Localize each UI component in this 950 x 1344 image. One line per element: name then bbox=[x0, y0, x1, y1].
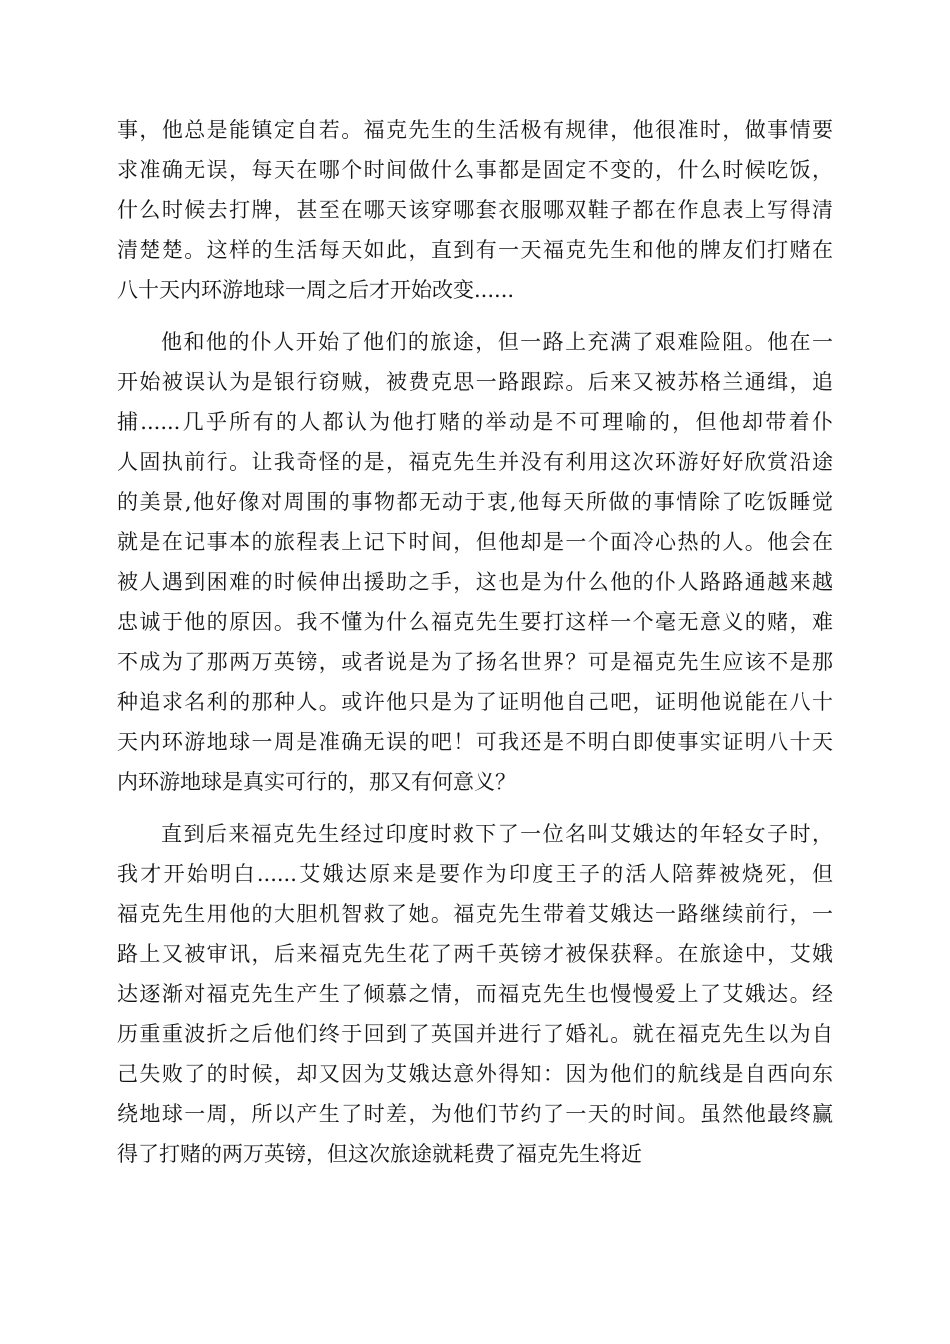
text-line: 忠诚于他的原因。我不懂为什么福克先生要打这样一个毫无意义的赌，难 bbox=[117, 610, 833, 634]
text-line: 福克先生用他的大胆机智救了她。福克先生带着艾娥达一路继续前行，一 bbox=[117, 902, 833, 926]
text-line: 八十天内环游地球一周之后才开始改变...... bbox=[117, 278, 515, 302]
text-line: 绕地球一周，所以产生了时差，为他们节约了一天的时间。虽然他最终赢 bbox=[117, 1102, 833, 1126]
paragraph-1 bbox=[117, 110, 833, 310]
text-line: 开始被误认为是银行窃贼，被费克思一路跟踪。后来又被苏格兰通缉，追 bbox=[117, 370, 833, 394]
text-line: 天内环游地球一周是准确无误的吧！可我还是不明白即使事实证明八十天 bbox=[117, 730, 833, 754]
text-line: 什么时候去打牌，甚至在哪天该穿哪套衣服哪双鞋子都在作息表上写得清 bbox=[117, 198, 833, 222]
text-line: 清楚楚。这样的生活每天如此，直到有一天福克先生和他的牌友们打赌在 bbox=[117, 238, 833, 262]
text-line: 路上又被审讯，后来福克先生花了两千英镑才被保获释。在旅途中，艾娥 bbox=[117, 942, 833, 966]
paragraph-2 bbox=[117, 322, 833, 802]
text-line: 己失败了的时候，却又因为艾娥达意外得知：因为他们的航线是自西向东 bbox=[117, 1062, 833, 1086]
text-line: 得了打赌的两万英镑，但这次旅途就耗费了福克先生将近 bbox=[117, 1142, 642, 1166]
text-line: 种追求名利的那种人。或许他只是为了证明他自己吧，证明他说能在八十 bbox=[117, 690, 833, 714]
paragraph-gap bbox=[117, 802, 833, 814]
text-line: 的美景,他好像对周围的事物都无动于衷,他每天所做的事情除了吃饭睡觉 bbox=[117, 490, 833, 514]
text-line: 我才开始明白......艾娥达原来是要作为印度王子的活人陪葬被烧死，但 bbox=[117, 862, 833, 886]
text-line: 事，他总是能镇定自若。福克先生的生活极有规律，他很准时，做事情要 bbox=[117, 118, 833, 142]
paragraph-gap bbox=[117, 310, 833, 322]
text-line: 捕......几乎所有的人都认为他打赌的举动是不可理喻的，但他却带着仆 bbox=[117, 410, 833, 434]
text-line: 不成为了那两万英镑，或者说是为了扬名世界？可是福克先生应该不是那 bbox=[117, 650, 833, 674]
text-line: 求准确无误，每天在哪个时间做什么事都是固定不变的，什么时候吃饭， bbox=[117, 158, 833, 182]
text-line: 直到后来福克先生经过印度时救下了一位名叫艾娥达的年轻女子时， bbox=[161, 822, 833, 846]
document-body bbox=[117, 110, 833, 1174]
text-line: 被人遇到困难的时候伸出援助之手，这也是为什么他的仆人路路通越来越 bbox=[117, 570, 833, 594]
text-line: 历重重波折之后他们终于回到了英国并进行了婚礼。就在福克先生以为自 bbox=[117, 1022, 833, 1046]
text-line: 就是在记事本的旅程表上记下时间，但他却是一个面冷心热的人。他会在 bbox=[117, 530, 833, 554]
text-line: 达逐渐对福克先生产生了倾慕之情，而福克先生也慢慢爱上了艾娥达。经 bbox=[117, 982, 833, 1006]
paragraph-3 bbox=[117, 814, 833, 1174]
text-line: 人固执前行。让我奇怪的是，福克先生并没有利用这次环游好好欣赏沿途 bbox=[117, 450, 833, 474]
text-line: 内环游地球是真实可行的，那又有何意义？ bbox=[117, 770, 516, 794]
text-line: 他和他的仆人开始了他们的旅途，但一路上充满了艰难险阻。他在一 bbox=[161, 330, 833, 354]
